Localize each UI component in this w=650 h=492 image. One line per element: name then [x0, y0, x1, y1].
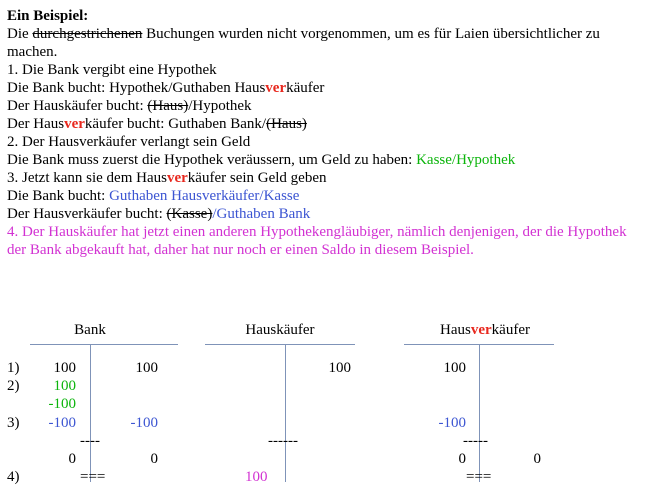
step-1: 1. Die Bank vergibt eine Hypothek: [7, 62, 217, 78]
step-1b-strike: (Haus): [147, 98, 189, 114]
step-1a-text: Die Bank bucht: Hypothek/Guthaben Haus: [7, 80, 266, 96]
hausverkaeufer-lsum: 0: [458, 451, 466, 467]
heading: Ein Beispiel:: [7, 8, 89, 24]
bank-lend: ===: [80, 469, 106, 485]
intro-a: Die: [7, 26, 33, 42]
step-1c-mid: käufer bucht: Guthaben Bank/: [84, 116, 267, 132]
bank-l1: 100: [53, 360, 76, 376]
step-1b-text: Der Hauskäufer bucht:: [7, 98, 148, 114]
hauskaeufer-l4: 100: [245, 469, 268, 485]
hauskaeufer-lsep: ------: [268, 433, 298, 449]
bank-r3: -100: [130, 415, 158, 431]
step-3b: [7, 205, 647, 223]
t-account-hauskaeufer-vline: [285, 344, 286, 482]
example-text: [7, 7, 647, 259]
step-2a-text: Die Bank muss zuerst die Hypothek veräussern, um Geld zu haben:: [7, 152, 417, 168]
step-1c-text: Der Haus: [7, 116, 65, 132]
step-3b-text: Der Hausverkäufer bucht:: [7, 206, 167, 222]
row-label-2: 2): [7, 378, 20, 394]
bank-l2a: 100: [53, 378, 76, 394]
hausverkaeufer-l1: 100: [443, 360, 466, 376]
bank-l3: -100: [48, 415, 76, 431]
row-label-4: 4): [7, 469, 20, 485]
intro-strike: durchgestrichenen: [32, 26, 143, 42]
hausverkaeufer-lsep: -----: [463, 433, 488, 449]
row-label-1: 1): [7, 360, 20, 376]
step-1a-red: ver: [265, 80, 287, 96]
step-3b-strike: (Kasse): [166, 206, 213, 222]
bank-l2b: -100: [48, 396, 76, 412]
row-label-3: 3): [7, 415, 20, 431]
t-account-hausverkaeufer-vline: [479, 344, 480, 482]
t-account-bank-vline: [90, 344, 91, 482]
step-1a-end: käufer: [286, 80, 325, 96]
step-2a-green: Kasse/Hypothek: [416, 152, 516, 168]
bank-r1: 100: [135, 360, 158, 376]
intro-paragraph: [7, 25, 647, 61]
hausverkaeufer-rsum: 0: [533, 451, 541, 467]
hausverkaeufer-title-b: käufer: [491, 322, 530, 338]
intro-b: Buchungen wurden nicht vorgenommen, um es für Laien übersichtlicher zu machen.: [7, 26, 600, 60]
account-title-bank: Bank: [74, 322, 106, 338]
step-2: 2. Der Hausverkäufer verlangt sein Geld: [7, 134, 251, 150]
step-3a-text: Die Bank bucht:: [7, 188, 110, 204]
step-3-end: käufer sein Geld geben: [187, 170, 327, 186]
step-1a: [7, 79, 647, 97]
hauskaeufer-r1: 100: [328, 360, 351, 376]
t-account-bank-hline: [30, 344, 178, 345]
step-1c-strike: (Haus): [266, 116, 307, 132]
step-3: [7, 169, 647, 187]
step-3-red: ver: [166, 170, 188, 186]
step-2a: [7, 151, 647, 169]
step-1b-end: /Hypothek: [188, 98, 252, 114]
t-account-hauskaeufer-hline: [205, 344, 355, 345]
bank-rsum: 0: [150, 451, 158, 467]
account-title-hausverkaeufer: [420, 322, 550, 339]
hausverkaeufer-l3: -100: [438, 415, 466, 431]
step-1b: [7, 97, 647, 115]
bank-lsum: 0: [68, 451, 76, 467]
step-3a-blue: Guthaben Hausverkäufer/Kasse: [109, 188, 300, 204]
bank-lsep: ----: [80, 433, 100, 449]
hausverkaeufer-lend: ===: [466, 469, 492, 485]
step-3a: [7, 187, 647, 205]
step-4: 4. Der Hauskäufer hat jetzt einen anderen Hypothekengläubiger, nämlich denjenigen, der die Hypothek der Bank abgekauft hat, daher hat nur noch er einen Saldo in diesem Beispiel.: [7, 224, 627, 258]
step-1c: [7, 115, 647, 133]
hausverkaeufer-title-red: ver: [470, 322, 492, 338]
account-title-hauskaeufer: Hauskäufer: [245, 322, 315, 338]
step-1c-red: ver: [64, 116, 85, 132]
step-3-text: 3. Jetzt kann sie dem Haus: [7, 170, 167, 186]
step-3b-blue: /Guthaben Bank: [212, 206, 311, 222]
hausverkaeufer-title-a: Haus: [440, 322, 471, 338]
